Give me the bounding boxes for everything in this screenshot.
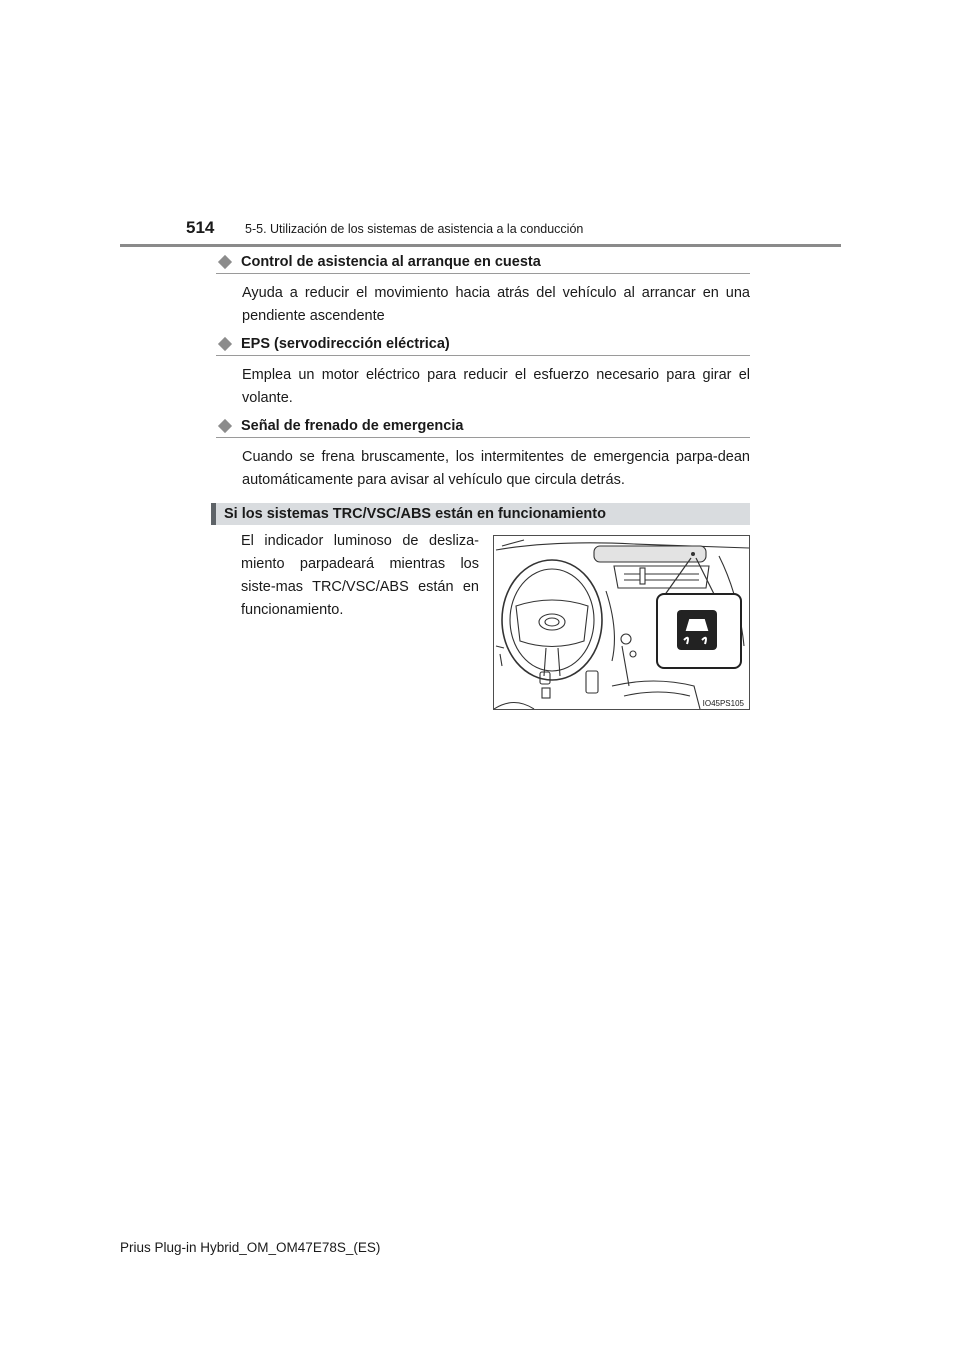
section-emergency-brake-signal — [216, 418, 750, 492]
section-hill-start-assist — [216, 254, 750, 328]
section-heading — [216, 418, 750, 438]
section-heading-text: EPS (servodirección eléctrica) — [241, 336, 450, 352]
section-body: Ayuda a reducir el movimiento hacia atrás del vehículo al arrancar en una pendiente ascendente — [242, 285, 750, 324]
dashboard-figure — [493, 535, 750, 710]
section-heading-text: Control de asistencia al arranque en cuesta — [241, 254, 541, 270]
diamond-bullet-icon — [218, 419, 232, 433]
box-heading: Si los sistemas TRC/VSC/ABS están en funcionamiento — [211, 503, 750, 525]
section-body: Emplea un motor eléctrico para reducir el esfuerzo necesario para girar el volante. — [242, 367, 750, 406]
dashboard-illustration — [494, 536, 749, 709]
figure-code: IO45PS105 — [702, 699, 744, 708]
footer-document-id: Prius Plug-in Hybrid_OM_OM47E78S_(ES) — [120, 1240, 381, 1255]
section-body: Cuando se frena bruscamente, los intermitentes de emergencia parpa-dean automáticamente para avisar al vehículo que circula detrás. — [242, 449, 750, 488]
section-heading — [216, 254, 750, 274]
header-divider — [120, 244, 841, 247]
diamond-bullet-icon — [218, 337, 232, 351]
section-heading — [216, 336, 750, 356]
indicator-description: El indicador luminoso de desliza-miento parpadeará mientras los siste-mas TRC/VSC/ABS están en funcionamiento. — [241, 533, 479, 618]
section-eps — [216, 336, 750, 410]
diamond-bullet-icon — [218, 255, 232, 269]
section-heading-text: Señal de frenado de emergencia — [241, 418, 464, 434]
page-number: 514 — [186, 218, 215, 237]
chapter-title: 5-5. Utilización de los sistemas de asistencia a la conducción — [245, 222, 584, 236]
